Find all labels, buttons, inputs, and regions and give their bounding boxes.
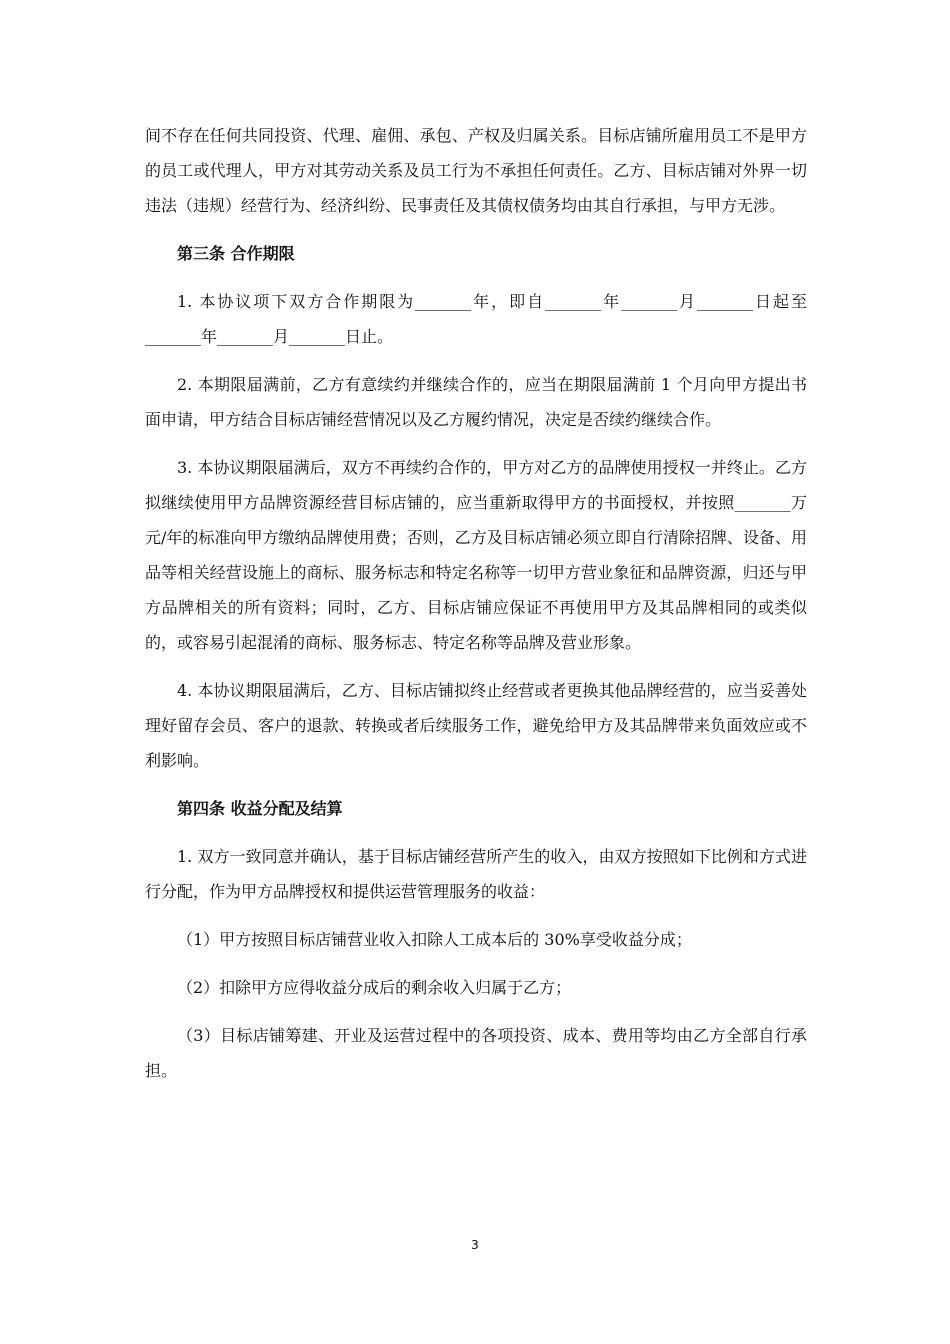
- document-page: [145, 118, 807, 1101]
- list-item: （1）甲方按照目标店铺营业收入扣除人工成本后的 30%享受收益分成；: [177, 930, 692, 949]
- body-paragraph: 间不存在任何共同投资、代理、雇佣、承包、产权及归属关系。目标店铺所雇用员工不是甲方的员工或代理人，甲方对其劳动关系及员工行为不承担任何责任。乙方、目标店铺对外界一切违法（违规）经营行为、经济纠纷、民事责任及其债权债务均由其自行承担，与甲方无涉。: [145, 126, 807, 215]
- body-paragraph: 1. 本协议项下双方合作期限为_______年，即自_______年_______月_______日起至_______年_______月_______日止。: [145, 292, 807, 346]
- body-paragraph: 3. 本协议期限届满后，双方不再续约合作的，甲方对乙方的品牌使用授权一并终止。乙方拟继续使用甲方品牌资源经营目标店铺的，应当重新取得甲方的书面授权，并按照_______万元/年的标准向甲方缴纳品牌使用费；否则，乙方及目标店铺必须立即自行清除招牌、设备、用品等相关经营设施上的商标、服务标志和特定名称等一切甲方营业象征和品牌资源，归还与甲方品牌相关的所有资料；同时，乙方、目标店铺应保证不再使用甲方及其品牌相同的或类似的，或容易引起混淆的商标、服务标志、特定名称等品牌及营业形象。: [145, 458, 807, 652]
- list-item: （2）扣除甲方应得收益分成后的剩余收入归属于乙方；: [177, 978, 572, 997]
- body-paragraph: 2. 本期限届满前，乙方有意续约并继续合作的，应当在期限届满前 1 个月向甲方提出书面申请，甲方结合目标店铺经营情况以及乙方履约情况，决定是否续约继续合作。: [145, 375, 807, 429]
- section-heading-3: 第三条 合作期限: [177, 244, 295, 263]
- body-paragraph: 1. 双方一致同意并确认，基于目标店铺经营所产生的收入，由双方按照如下比例和方式进行分配，作为甲方品牌授权和提供运营管理服务的收益：: [145, 847, 807, 901]
- list-item: （3）目标店铺筹建、开业及运营过程中的各项投资、成本、费用等均由乙方全部自行承担。: [145, 1026, 807, 1080]
- page-number: 3: [471, 1238, 479, 1252]
- section-heading-4: 第四条 收益分配及结算: [177, 799, 343, 818]
- body-paragraph: 4. 本协议期限届满后，乙方、目标店铺拟终止经营或者更换其他品牌经营的，应当妥善处理好留存会员、客户的退款、转换或者后续服务工作，避免给甲方及其品牌带来负面效应或不利影响。: [145, 681, 807, 770]
